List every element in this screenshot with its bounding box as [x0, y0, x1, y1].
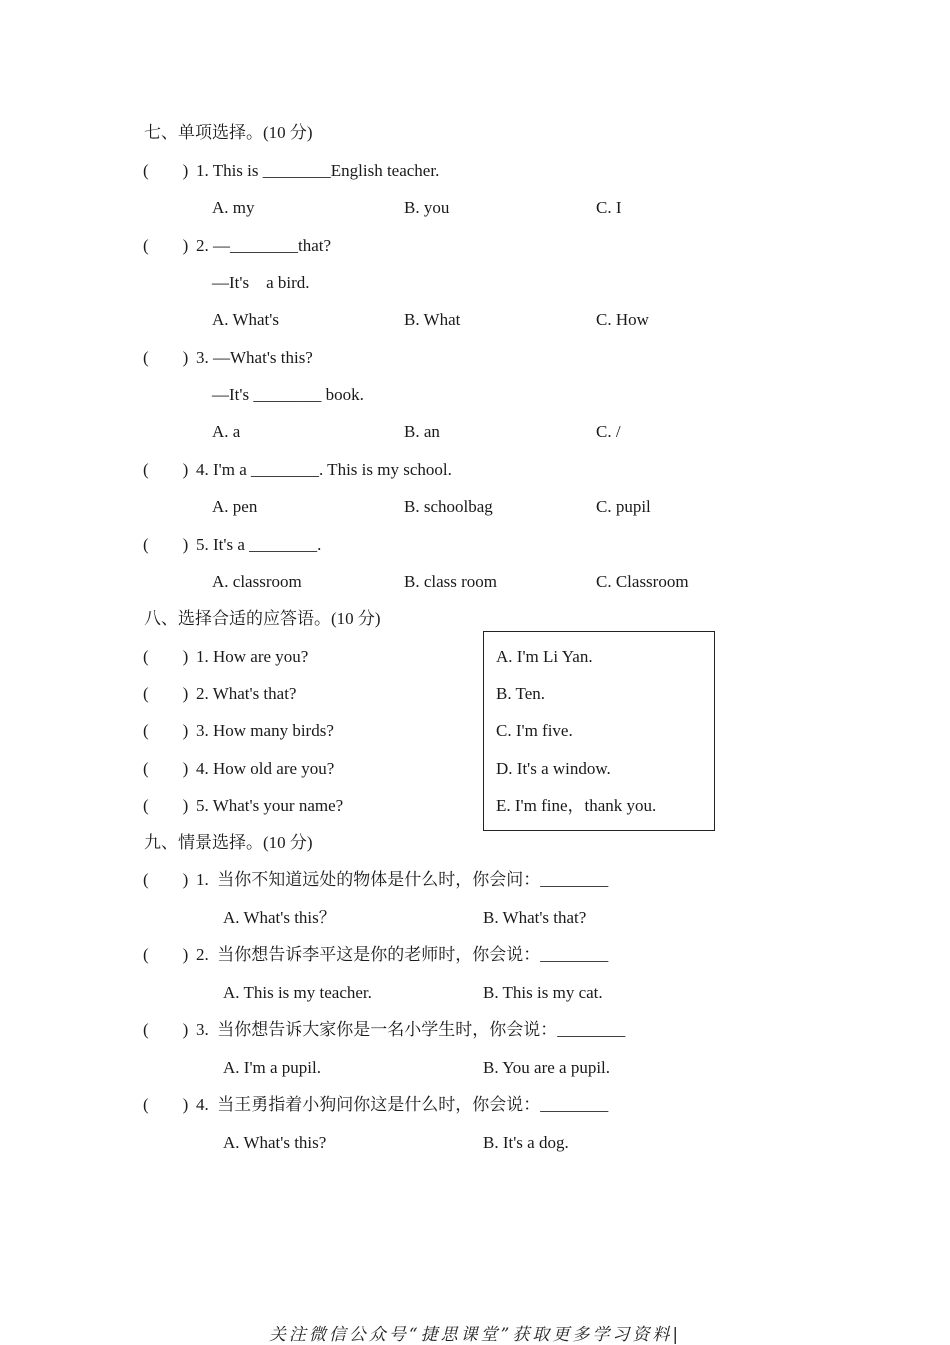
section-8-heading: 八、选择合适的应答语。(10 分): [144, 609, 381, 628]
option-b: B. What: [404, 310, 461, 329]
section-9-heading: 九、情景选择。(10 分): [144, 833, 313, 852]
answer-blank[interactable]: ( ): [143, 945, 189, 964]
option-b: B. It's a dog.: [483, 1133, 569, 1152]
answer-option: A. I'm Li Yan.: [496, 647, 593, 666]
footer-promo-text: 关注微信公众号“捷思课堂”获取更多学习资料|: [268, 1325, 682, 1345]
answer-blank[interactable]: ( ): [143, 647, 189, 666]
answer-blank[interactable]: ( ): [143, 759, 189, 778]
answer-blank[interactable]: ( ): [143, 1020, 189, 1039]
answer-option: B. Ten.: [496, 684, 546, 703]
answer-blank[interactable]: ( ): [143, 535, 189, 554]
option-c: C. pupil: [596, 497, 651, 516]
option-a: A. This is my teacher.: [223, 983, 372, 1002]
option-c: C. /: [596, 422, 621, 441]
section-7-heading: 七、单项选择。(10 分): [144, 123, 313, 142]
option-b: B. an: [404, 422, 440, 441]
answer-blank[interactable]: ( ): [143, 684, 189, 703]
answer-blank[interactable]: ( ): [143, 870, 189, 889]
question-text: 1. How are you?: [196, 647, 309, 666]
option-b: B. This is my cat.: [483, 983, 603, 1002]
question-text: 4. I'm a ________. This is my school.: [196, 460, 452, 479]
option-a: A. classroom: [212, 572, 302, 591]
answer-blank[interactable]: ( ): [143, 161, 189, 180]
option-b: B. What's that?: [483, 908, 587, 927]
answer-blank[interactable]: ( ): [143, 796, 189, 815]
option-a: A. What's this？: [223, 908, 336, 927]
answer-blank[interactable]: ( ): [143, 348, 189, 367]
question-text: 2. 当你想告诉李平这是你的老师时，你会说：________: [196, 945, 609, 964]
option-a: A. a: [212, 422, 241, 441]
option-c: C. I: [596, 198, 622, 217]
option-b: B. you: [404, 198, 450, 217]
question-text: 4. How old are you?: [196, 759, 335, 778]
question-text: 3. —What's this?: [196, 348, 313, 367]
answer-option: C. I'm five.: [496, 721, 573, 740]
question-text: —It's ________ book.: [212, 385, 364, 404]
answer-blank[interactable]: ( ): [143, 236, 189, 255]
option-a: A. my: [212, 198, 255, 217]
question-text: 1. 当你不知道远处的物体是什么时，你会问：________: [196, 870, 609, 889]
option-c: C. Classroom: [596, 572, 689, 591]
question-text: 5. What's your name?: [196, 796, 344, 815]
option-a: A. I'm a pupil.: [223, 1058, 321, 1077]
question-text: —It's a bird.: [212, 273, 310, 292]
option-b: B. You are a pupil.: [483, 1058, 611, 1077]
answer-blank[interactable]: ( ): [143, 721, 189, 740]
question-text: 5. It's a ________.: [196, 535, 322, 554]
question-text: 2. What's that?: [196, 684, 297, 703]
question-text: 3. 当你想告诉大家你是一名小学生时，你会说：________: [196, 1020, 626, 1039]
question-text: 1. This is ________English teacher.: [196, 161, 440, 180]
answer-option: E. I'm fine，thank you.: [496, 796, 657, 815]
answer-blank[interactable]: ( ): [143, 1095, 189, 1114]
question-text: 4. 当王勇指着小狗问你这是什么时，你会说：________: [196, 1095, 609, 1114]
answer-blank[interactable]: ( ): [143, 460, 189, 479]
option-b: B. schoolbag: [404, 497, 493, 516]
question-text: 3. How many birds?: [196, 721, 334, 740]
answer-option: D. It's a window.: [496, 759, 611, 778]
option-a: A. pen: [212, 497, 258, 516]
question-text: 2. —________that?: [196, 236, 332, 255]
option-a: A. What's: [212, 310, 279, 329]
option-b: B. class room: [404, 572, 498, 591]
option-c: C. How: [596, 310, 649, 329]
option-a: A. What's this?: [223, 1133, 327, 1152]
